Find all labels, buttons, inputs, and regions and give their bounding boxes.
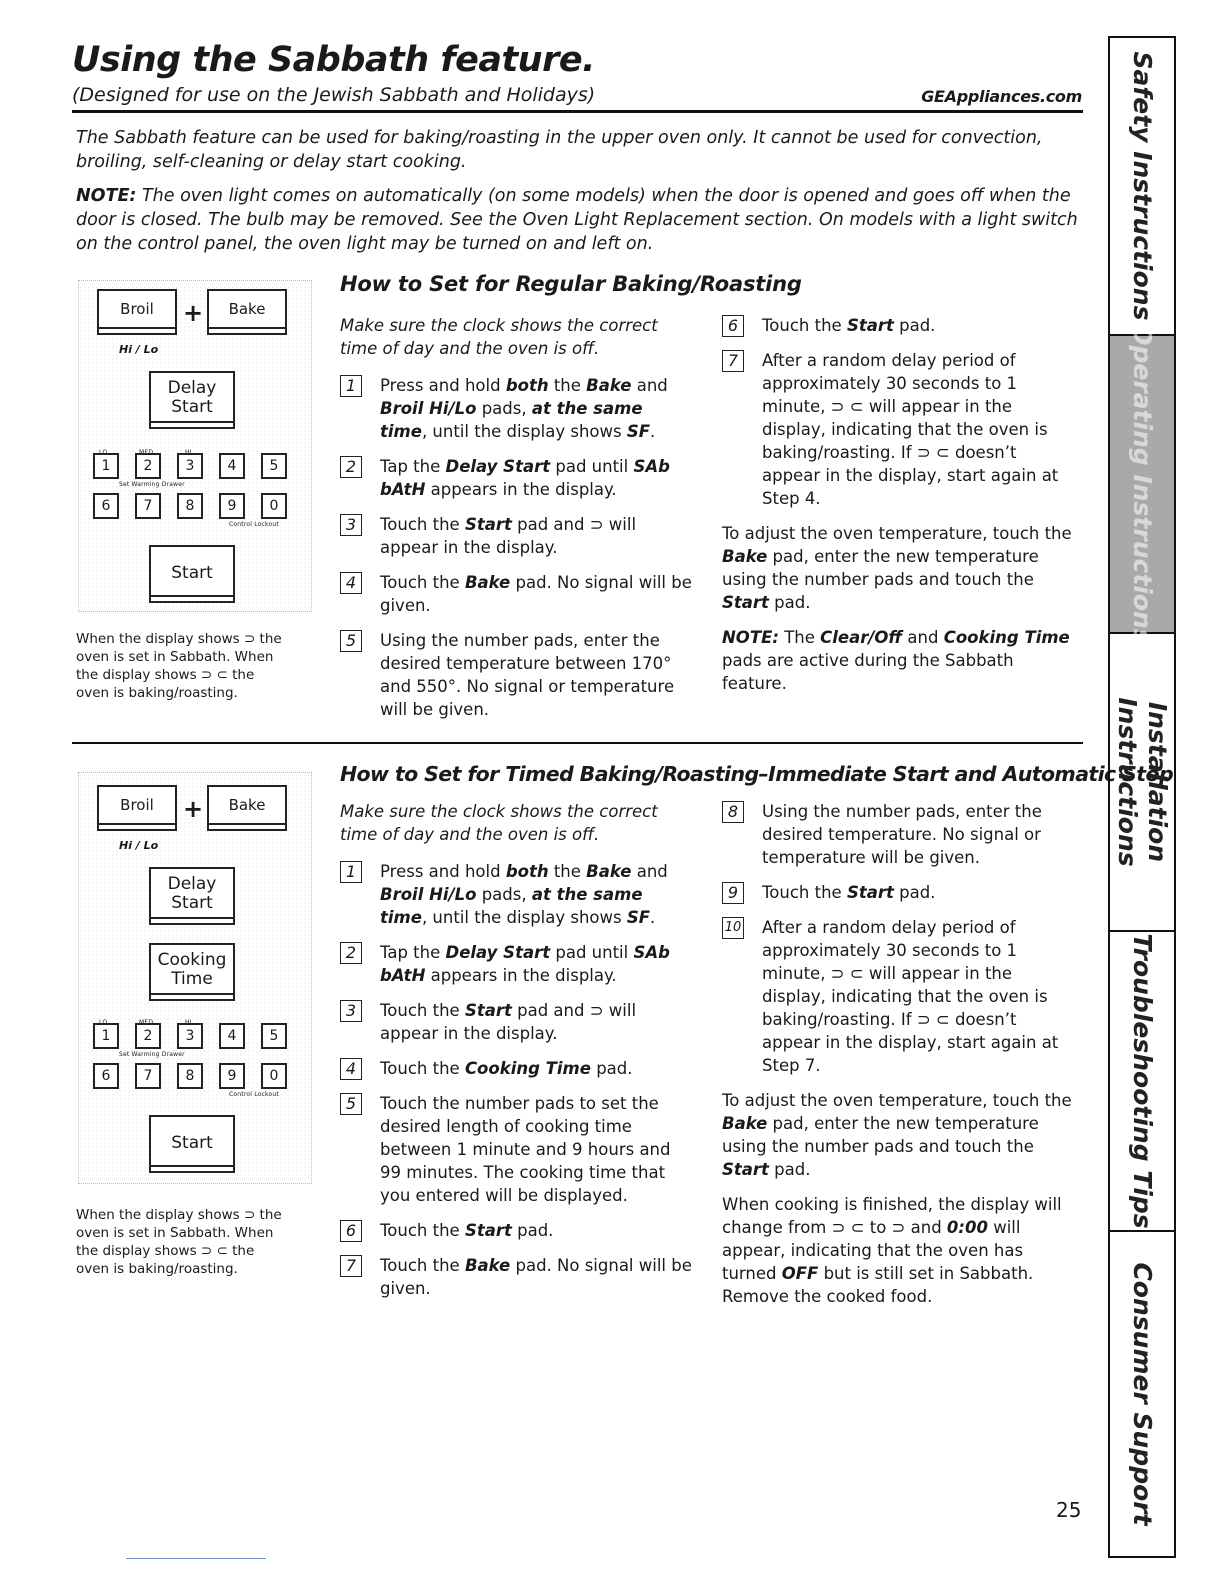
start-label: Start (171, 893, 213, 913)
number-key-5: 5 (261, 1023, 287, 1049)
tab-label: Installation Instructions (1113, 697, 1172, 867)
cooking-time-key (149, 943, 235, 1001)
timed-step-2: 2 Tap the Delay Start pad until SAb bAtH appears in the display. (340, 941, 692, 987)
tab-troubleshooting-tips[interactable] (1110, 932, 1174, 1232)
page-number: 25 (1056, 1498, 1082, 1522)
hi-lo-label: Hi / Lo (119, 343, 159, 356)
number-key-0: 0 (261, 493, 287, 519)
number-key-6: 6 (93, 1063, 119, 1089)
step-number: 3 (340, 514, 362, 536)
regular-column-left (340, 314, 692, 733)
timed-finish-paragraph: When cooking is finished, the display will change from ⊃ ⊂ to ⊃ and 0:00 will appear, indicating that the oven has turned OFF but is still set in Sabbath. Remove the cooked food. (722, 1195, 1062, 1306)
step-number: 10 (722, 917, 744, 939)
delay-label: Delay (167, 874, 217, 894)
cooking-label: Cooking (157, 950, 227, 970)
number-key-9: 9 (219, 493, 245, 519)
tab-label: Operating Instructions (1128, 324, 1157, 644)
number-key-8: 8 (177, 493, 203, 519)
hi-lo-label: Hi / Lo (119, 839, 159, 852)
step-number: 8 (722, 801, 744, 823)
control-lockout-label: Control Lockout (229, 1091, 279, 1098)
panel-caption-timed: When the display shows ⊃ the oven is set in Sabbath. When the display shows ⊃ ⊂ the oven is baking/roasting. (76, 1207, 282, 1277)
regular-step-1: 1 Press and hold both the Bake and Broil Hi/Lo pads, at the same time, until the display shows SF. (340, 374, 692, 443)
regular-step-3: 3 Touch the Start pad and ⊃ will appear in the display. (340, 513, 692, 559)
plus-sign: + (183, 299, 204, 327)
timed-adjust-paragraph: To adjust the oven temperature, touch the Bake pad, enter the new temperature using the number pads and touch the Start pad. (722, 1091, 1072, 1179)
regular-step-7: 7 After a random delay period of approximately 30 seconds to 1 minute, ⊃ ⊂ will appear in the display, indicating that the oven is baking/roasting. If ⊃ ⊂ doesn’t appear in the display, start again at Step 4. (722, 349, 1078, 510)
timed-column-left (340, 800, 692, 1312)
number-key-3: 3 (177, 1023, 203, 1049)
timed-step-4: 4 Touch the Cooking Time pad. (340, 1057, 692, 1080)
time-label: Time (171, 969, 213, 989)
regular-step-2: 2 Tap the Delay Start pad until SAb bAtH appears in the display. (340, 455, 692, 501)
website-link[interactable]: GEAppliances.com (921, 87, 1082, 106)
number-key-1: 1 (93, 1023, 119, 1049)
start-label: Start (171, 397, 213, 417)
step-number: 7 (340, 1255, 362, 1277)
step-number: 1 (340, 861, 362, 883)
step-number: 2 (340, 456, 362, 478)
footer-line (126, 1558, 266, 1559)
number-key-2: 2 (135, 453, 161, 479)
timed-intro: Make sure the clock shows the correct time of day and the oven is off. (340, 802, 658, 844)
number-key-9: 9 (219, 1063, 245, 1089)
intro-note (76, 184, 1084, 256)
broil-key: Broil (97, 289, 177, 335)
section-title-regular: How to Set for Regular Baking/Roasting (340, 272, 802, 296)
delay-start-key (149, 371, 235, 429)
number-key-4: 4 (219, 453, 245, 479)
delay-label: Delay (167, 378, 217, 398)
step-number: 6 (722, 315, 744, 337)
regular-intro: Make sure the clock shows the correct time of day and the oven is off. (340, 316, 658, 358)
tab-installation-instructions[interactable] (1110, 634, 1174, 932)
number-key-0: 0 (261, 1063, 287, 1089)
note-label: NOTE: (76, 186, 137, 206)
number-key-1: 1 (93, 453, 119, 479)
tab-operating-instructions[interactable] (1110, 324, 1174, 644)
step-number: 1 (340, 375, 362, 397)
number-key-7: 7 (135, 1063, 161, 1089)
timed-step-9: 9 Touch the Start pad. (722, 881, 1078, 904)
panel-caption-regular: When the display shows ⊃ the oven is set in Sabbath. When the display shows ⊃ ⊂ the oven is baking/roasting. (76, 631, 282, 701)
timed-step-5: 5 Touch the number pads to set the desired length of cooking time between 1 minute and 9 hours and 99 minutes. The cooking time that you entered will be displayed. (340, 1092, 692, 1207)
step-number: 9 (722, 882, 744, 904)
timed-step-1: 1 Press and hold both the Bake and Broil Hi/Lo pads, at the same time, until the display shows SF. (340, 860, 692, 929)
timed-step-3: 3 Touch the Start pad and ⊃ will appear in the display. (340, 999, 692, 1045)
control-panel-illustration-timed (78, 772, 312, 1184)
timed-step-8: 8 Using the number pads, enter the desired temperature. No signal or temperature will be given. (722, 800, 1078, 869)
number-key-2: 2 (135, 1023, 161, 1049)
timed-step-6: 6 Touch the Start pad. (340, 1219, 692, 1242)
note-text: The oven light comes on automatically (on some models) when the door is opened and goes off when the door is closed. The bulb may be removed. See the Oven Light Replacement section. On models with a light switch on the control panel, the oven light may be turned on and left on. (76, 186, 1078, 254)
step-number: 4 (340, 572, 362, 594)
number-key-5: 5 (261, 453, 287, 479)
control-lockout-label: Control Lockout (229, 521, 279, 528)
bake-key: Bake (207, 785, 287, 831)
step-number: 5 (340, 1093, 362, 1115)
warming-drawer-label: Set Warming Drawer (119, 481, 185, 488)
control-panel-illustration-regular (78, 280, 312, 612)
page-title: Using the Sabbath feature. (72, 40, 595, 80)
start-key: Start (149, 545, 235, 603)
step-number: 3 (340, 1000, 362, 1022)
page-subtitle: (Designed for use on the Jewish Sabbath and Holidays) (72, 84, 596, 106)
number-key-3: 3 (177, 453, 203, 479)
tab-consumer-support[interactable] (1110, 1232, 1174, 1556)
timed-column-right (722, 800, 1078, 1320)
tab-safety-instructions[interactable] (1110, 38, 1174, 336)
bake-key: Bake (207, 289, 287, 335)
intro-paragraph: The Sabbath feature can be used for baking/roasting in the upper oven only. It cannot be used for convection, broiling, self-cleaning or delay start cooking. (76, 128, 1043, 172)
delay-start-key (149, 867, 235, 925)
step-number: 6 (340, 1220, 362, 1242)
number-key-6: 6 (93, 493, 119, 519)
number-key-7: 7 (135, 493, 161, 519)
regular-step-4: 4 Touch the Bake pad. No signal will be given. (340, 571, 692, 617)
section-divider (72, 742, 1083, 744)
step-number: 5 (340, 630, 362, 652)
tab-label: Safety Instructions (1128, 51, 1157, 321)
number-key-8: 8 (177, 1063, 203, 1089)
regular-step-5: 5 Using the number pads, enter the desired temperature between 170° and 550°. No signal or temperature will be given. (340, 629, 692, 721)
warming-drawer-label: Set Warming Drawer (119, 1051, 185, 1058)
tab-label: Consumer Support (1128, 1262, 1157, 1526)
timed-step-10: 10 After a random delay period of approximately 30 seconds to 1 minute, ⊃ ⊂ will appear in the display, indicating that the oven is baking/roasting. If ⊃ ⊂ doesn’t appear in the display, start again at Step 7. (722, 916, 1078, 1077)
step-number: 2 (340, 942, 362, 964)
tab-label: Troubleshooting Tips (1128, 933, 1157, 1229)
header-rule (72, 110, 1083, 113)
plus-sign: + (183, 795, 204, 823)
regular-note-paragraph: NOTE: The Clear/Off and Cooking Time pads are active during the Sabbath feature. (722, 628, 1070, 693)
regular-column-right (722, 314, 1078, 707)
regular-adjust-paragraph: To adjust the oven temperature, touch the Bake pad, enter the new temperature using the number pads and touch the Start pad. (722, 524, 1072, 612)
section-title-timed: How to Set for Timed Baking/Roasting–Immediate Start and Automatic Stop (340, 762, 1174, 786)
start-key: Start (149, 1115, 235, 1173)
broil-key: Broil (97, 785, 177, 831)
timed-step-7: 7 Touch the Bake pad. No signal will be given. (340, 1254, 692, 1300)
regular-step-6: 6 Touch the Start pad. (722, 314, 1078, 337)
step-number: 7 (722, 350, 744, 372)
number-key-4: 4 (219, 1023, 245, 1049)
step-number: 4 (340, 1058, 362, 1080)
